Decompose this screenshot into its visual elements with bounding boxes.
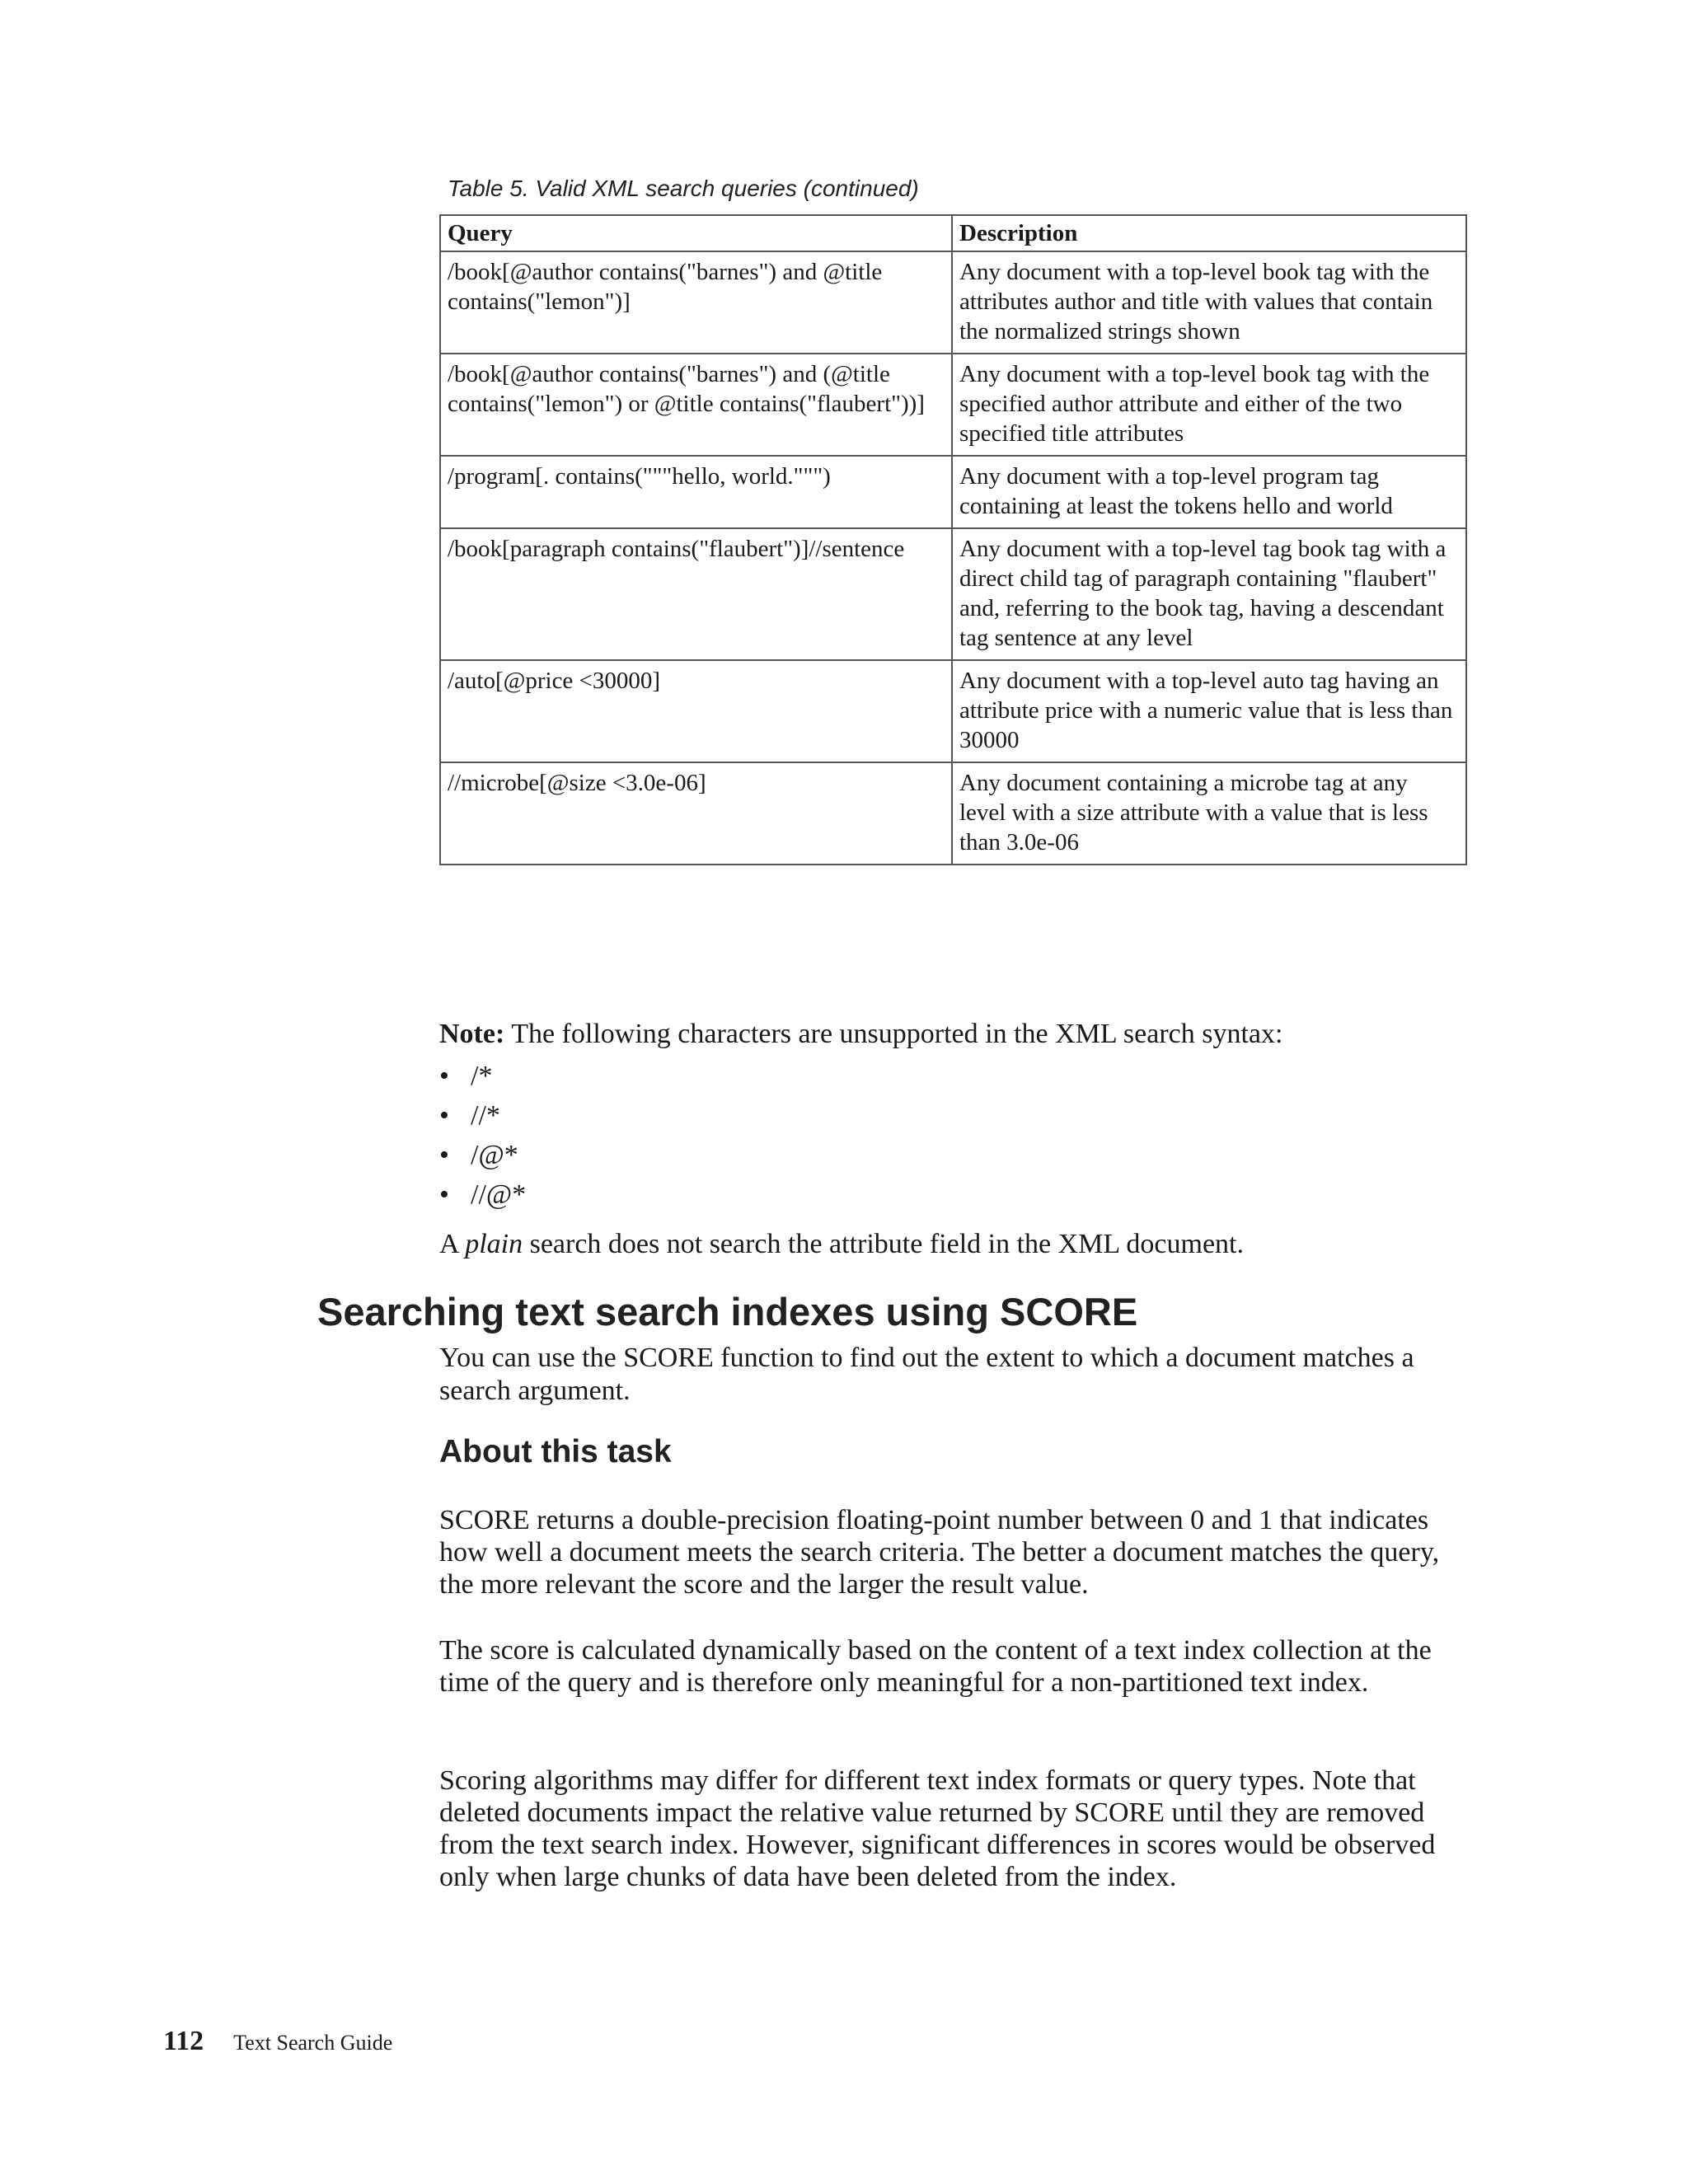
description-cell: Any document with a top-level book tag with the attributes author and title with values that contain the normalized strings shown [952, 251, 1466, 354]
section-intro: You can use the SCORE function to find out the extent to which a document matches a search argument. [439, 1343, 1414, 1406]
description-cell: Any document with a top-level book tag with the specified author attribute and either of the two specified title attributes [952, 354, 1466, 456]
query-cell: /book[@author contains("barnes") and (@title contains("lemon") or @title contains("flaubert"))] [440, 354, 952, 456]
note-text: The following characters are unsupported in the XML search syntax: [511, 1019, 1283, 1049]
list-item: • //* [439, 1096, 526, 1136]
description-cell: Any document with a top-level tag book tag with a direct child tag of paragraph containing "flaubert" and, referring to the book tag, having a descendant tag sentence at any level [952, 528, 1466, 660]
query-cell: /program[. contains("""hello, world.""") [440, 456, 952, 528]
table-row [440, 354, 1466, 456]
note-paragraph [439, 1016, 1470, 1052]
list-item: • //@* [439, 1175, 526, 1215]
book-title: Text Search Guide [233, 2031, 393, 2055]
table-row [440, 660, 1466, 762]
page-footer [163, 2023, 392, 2061]
table-header-row [440, 215, 1466, 251]
page-number: 112 [163, 2026, 204, 2056]
section-heading: Searching text search indexes using SCORE [317, 1290, 1138, 1333]
column-header-description: Description [952, 215, 1466, 251]
query-cell: /book[paragraph contains("flaubert")]//sentence [440, 528, 952, 660]
query-cell: /auto[@price <30000] [440, 660, 952, 762]
plain-prefix: A [439, 1229, 458, 1259]
column-header-query: Query [440, 215, 952, 251]
plain-emphasis: plain [465, 1229, 523, 1259]
table-row [440, 456, 1466, 528]
description-cell: Any document with a top-level program tag containing at least the tokens hello and world [952, 456, 1466, 528]
xml-queries-table [439, 214, 1467, 865]
query-cell: /book[@author contains("barnes") and @title contains("lemon")] [440, 251, 952, 354]
plain-search-note [439, 1226, 1470, 1263]
list-item: • /* [439, 1057, 526, 1096]
list-item: • /@* [439, 1136, 526, 1175]
description-cell: Any document with a top-level auto tag having an attribute price with a numeric value that is less than 30000 [952, 660, 1466, 762]
table-row [440, 528, 1466, 660]
table-row [440, 251, 1466, 354]
body-paragraph: The score is calculated dynamically based on the content of a text index collection at the time of the query and is therefore only meaningful for a non-partitioned text index. [439, 1635, 1432, 1698]
unsupported-characters-list [439, 1057, 526, 1215]
table-row [440, 762, 1466, 865]
subheading-about-this-task: About this task [439, 1434, 672, 1469]
plain-suffix: search does not search the attribute field in the XML document. [529, 1229, 1244, 1259]
note-label: Note: [439, 1019, 505, 1049]
table-caption: Table 5. Valid XML search queries (continued) [448, 176, 919, 201]
body-paragraph: Scoring algorithms may differ for different text index formats or query types. Note that deleted documents impact the relative value returned by SCORE until they are removed from the text search index. However, significant differences in scores would be observed only when large chunks of data have been deleted from the index. [439, 1765, 1436, 1892]
query-cell: //microbe[@size <3.0e-06] [440, 762, 952, 865]
description-cell: Any document containing a microbe tag at any level with a size attribute with a value that is less than 3.0e-06 [952, 762, 1466, 865]
body-paragraph: SCORE returns a double-precision floating-point number between 0 and 1 that indicates how well a document meets the search criteria. The better a document matches the query, the more relevant the score and the larger the result value. [439, 1505, 1440, 1600]
